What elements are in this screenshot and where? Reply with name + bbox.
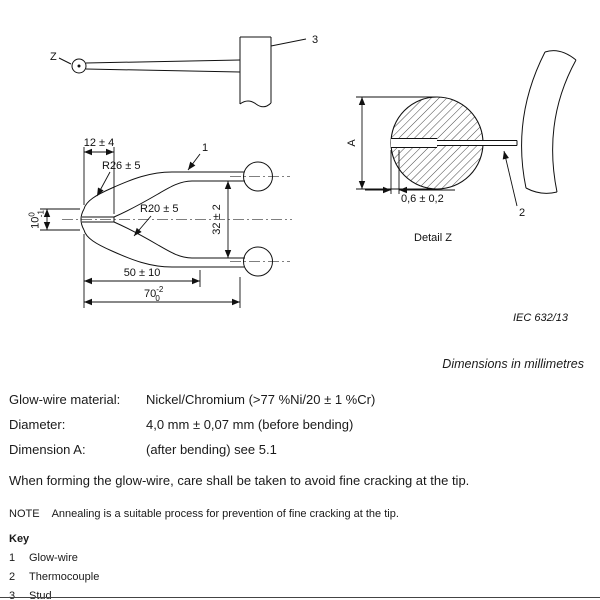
key-title: Key [9, 533, 30, 545]
dim-tip-width: $10^0-1$ [27, 210, 46, 229]
dim-arm-spacing: 32 ± 2 [211, 204, 223, 235]
detail-z-title: Detail Z [414, 232, 452, 244]
key-item-thermocouple [9, 571, 591, 583]
leader-line [188, 154, 200, 170]
upper-arm-inner-edge [114, 181, 245, 217]
leader-line [504, 151, 517, 206]
key-number: 2 [9, 571, 16, 583]
spec-row-material [9, 392, 591, 407]
spec-row-diameter [9, 417, 591, 432]
stud-side-view [50, 34, 318, 107]
key-item-glow-wire [9, 552, 591, 564]
note-text: Annealing is a suitable process for prevention of fine cracking at the tip. [51, 508, 399, 520]
key-label: Thermocouple [29, 571, 100, 583]
spec-label: Diameter: [9, 417, 66, 432]
spec-value: (after bending) see 5.1 [146, 442, 277, 457]
forming-warning-paragraph: When forming the glow-wire, care shall be taken to avoid fine cracking at the tip. [9, 473, 470, 488]
dim-radius-outer: R26 ± 5 [102, 160, 141, 172]
spec-label: Dimension A: [9, 442, 86, 457]
iec-figure-ref: IEC 632/13 [512, 312, 568, 324]
dimensions-caption: Dimensions in millimetres [442, 357, 584, 371]
detail-z-view [346, 51, 576, 244]
stud-body [240, 37, 271, 107]
leader-line [134, 216, 151, 236]
dim-slot-width: 0,6 ± 0,2 [401, 193, 444, 205]
specification-block [9, 392, 591, 600]
dim-slot-depth: 12 ± 4 [83, 137, 115, 149]
z-leader-line [59, 58, 71, 64]
stud-ref-label: 3 [312, 34, 319, 46]
key-label: Glow-wire [29, 552, 78, 564]
glow-wire-ref-label: 1 [202, 142, 209, 154]
wire-top-edge [86, 60, 240, 63]
dim-a-label: A [346, 139, 358, 147]
spec-value: Nickel/Chromium (>77 %Ni/20 ± 1 %Cr) [146, 392, 376, 407]
spec-value: 4,0 mm ± 0,07 mm (before bending) [146, 417, 354, 432]
lower-arm-inner-edge [114, 222, 245, 258]
glow-wire-body-curve [522, 51, 576, 194]
annealing-note [9, 508, 591, 520]
key-number: 3 [9, 590, 16, 600]
page-bottom-rule [0, 597, 600, 598]
glow-wire-front-view [28, 137, 293, 308]
thermocouple-ref-label: 2 [519, 207, 526, 219]
key-label: Stud [29, 590, 52, 600]
key-number: 1 [9, 552, 16, 564]
detail-z-marker-label: Z [50, 51, 57, 63]
spec-label: Glow-wire material: [9, 392, 121, 407]
slot-clearing [391, 139, 437, 148]
spec-row-dimension-a [9, 442, 591, 457]
thermocouple-clearing [437, 141, 517, 146]
stud-leader-line [271, 39, 306, 46]
wire-tip-center-dot [78, 65, 81, 68]
dim-length-50: 50 ± 10 [123, 267, 161, 279]
dim-length-70: $70^{-2}$ 0 [144, 285, 164, 303]
note-label: NOTE [9, 508, 40, 520]
key-item-stud [9, 590, 591, 600]
wire-bottom-edge [86, 69, 240, 72]
dim-radius-inner: R20 ± 5 [140, 203, 179, 215]
